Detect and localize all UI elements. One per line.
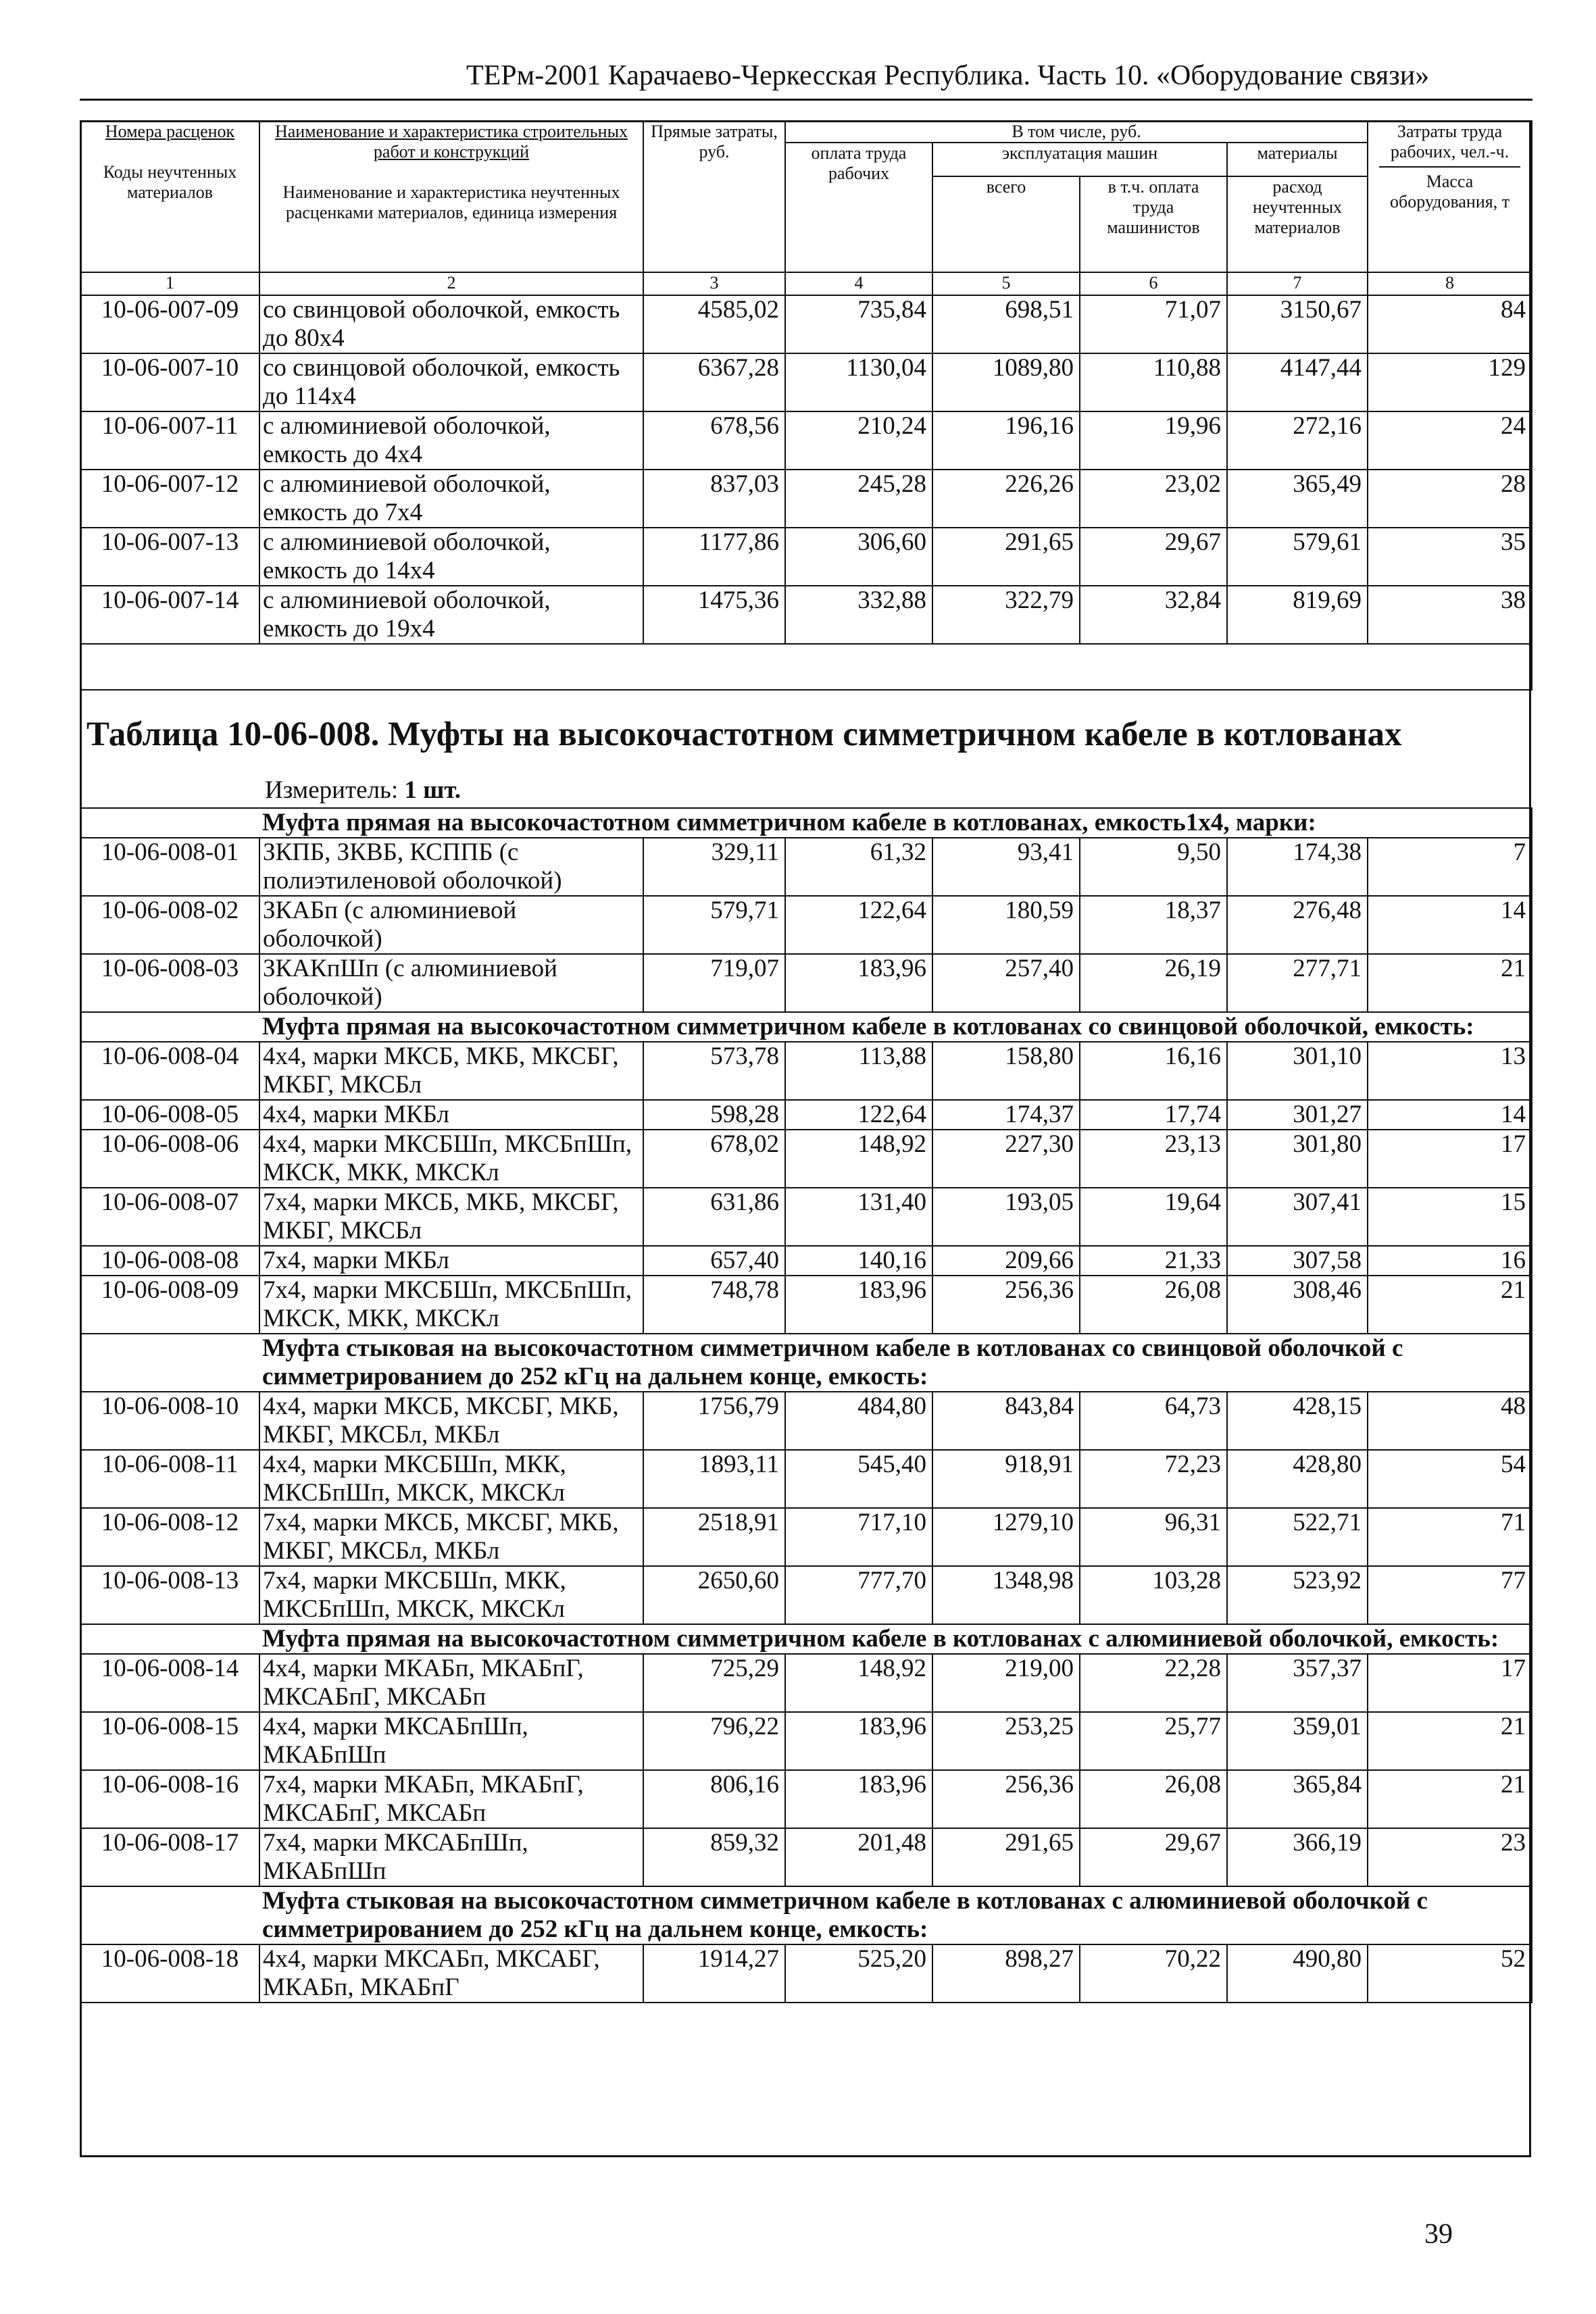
materials-cost: 301,10 (1227, 1042, 1368, 1100)
materials-cost: 359,01 (1227, 1712, 1368, 1770)
materials-cost: 276,48 (1227, 896, 1368, 954)
materials-cost: 366,19 (1227, 1828, 1368, 1886)
machines-total: 219,00 (932, 1654, 1080, 1712)
rate-code: 10-06-008-18 (80, 1944, 259, 2003)
group-header-spacer (80, 808, 259, 838)
materials-cost: 522,71 (1227, 1508, 1368, 1566)
machines-total: 256,36 (932, 1770, 1080, 1828)
labor-cost: 183,96 (785, 954, 932, 1012)
labor-hours: 52 (1368, 1944, 1532, 2003)
col7-header: расход неучтенных материалов (1227, 176, 1368, 272)
including-header: В том числе, руб. (785, 121, 1368, 143)
work-name: с алюминиевой оболочкой, емкость до 4х4 (259, 411, 643, 470)
page-header: ТЕРм-2001 Карачаево-Черкесская Республика. Часть 10. «Оборудование связи» (466, 60, 1430, 91)
direct-costs: 1177,86 (643, 528, 785, 586)
group-header-row (80, 1334, 1532, 1392)
materials-cost: 4147,44 (1227, 353, 1368, 411)
rate-code: 10-06-008-05 (80, 1100, 259, 1130)
labor-hours: 14 (1368, 1100, 1532, 1130)
materials-cost: 428,15 (1227, 1392, 1368, 1450)
labor-hours: 16 (1368, 1246, 1532, 1276)
direct-costs: 1914,27 (643, 1944, 785, 2003)
rate-code: 10-06-008-14 (80, 1654, 259, 1712)
labor-cost: 148,92 (785, 1654, 932, 1712)
labor-hours: 84 (1368, 295, 1532, 353)
work-name: 7х4, марки МКСБШп, МКСБпШп, МКСК, МКК, МКСКл (259, 1276, 643, 1334)
machines-total: 698,51 (932, 295, 1080, 353)
col2-top-label: Наименование и характеристика строительных работ и конструкций (274, 122, 628, 161)
col2-header (259, 121, 643, 272)
direct-costs: 2518,91 (643, 1508, 785, 1566)
materials-cost: 301,27 (1227, 1100, 1368, 1130)
labor-hours: 48 (1368, 1392, 1532, 1450)
rate-code: 10-06-008-02 (80, 896, 259, 954)
materials-cost: 579,61 (1227, 528, 1368, 586)
table-row (80, 353, 1532, 411)
table-row (80, 411, 1532, 470)
machinist-labor: 17,74 (1080, 1100, 1227, 1130)
labor-hours: 23 (1368, 1828, 1532, 1886)
rate-code: 10-06-008-01 (80, 838, 259, 896)
group-header-spacer (80, 1334, 259, 1392)
labor-cost: 332,88 (785, 586, 932, 644)
direct-costs: 859,32 (643, 1828, 785, 1886)
table-top (80, 120, 1532, 690)
machines-total: 257,40 (932, 954, 1080, 1012)
labor-cost: 545,40 (785, 1450, 932, 1508)
group-header-row (80, 1624, 1532, 1654)
col1-bottom-label: Коды неучтенных материалов (103, 162, 237, 202)
work-name: 4х4, марки МКСАБпШп, МКАБпШп (259, 1712, 643, 1770)
machines-total: 253,25 (932, 1712, 1080, 1770)
col1-header (80, 121, 259, 272)
work-name: с алюминиевой оболочкой, емкость до 14х4 (259, 528, 643, 586)
machines-total: 209,66 (932, 1246, 1080, 1276)
materials-cost: 428,80 (1227, 1450, 1368, 1508)
rate-code: 10-06-007-14 (80, 586, 259, 644)
direct-costs: 837,03 (643, 470, 785, 528)
labor-cost: 122,64 (785, 896, 932, 954)
labor-cost: 777,70 (785, 1566, 932, 1624)
labor-cost: 140,16 (785, 1246, 932, 1276)
rate-code: 10-06-008-03 (80, 954, 259, 1012)
table-row (80, 1100, 1532, 1130)
table-row (80, 838, 1532, 896)
table-row (80, 896, 1532, 954)
work-name: 4х4, марки МКСБШп, МКК, МКСБпШп, МКСК, МКСКл (259, 1450, 643, 1508)
table-main-body (80, 808, 1532, 2003)
page-number: 39 (1424, 2219, 1453, 2250)
materials-cost: 272,16 (1227, 411, 1368, 470)
table-row (80, 1944, 1532, 2003)
labor-cost: 183,96 (785, 1770, 932, 1828)
direct-costs: 796,22 (643, 1712, 785, 1770)
materials-cost: 365,84 (1227, 1770, 1368, 1828)
rate-code: 10-06-008-10 (80, 1392, 259, 1450)
machines-total: 918,91 (932, 1450, 1080, 1508)
labor-cost: 183,96 (785, 1276, 932, 1334)
materials-cost: 365,49 (1227, 470, 1368, 528)
labor-cost: 61,32 (785, 838, 932, 896)
column-number: 3 (643, 272, 785, 295)
machines-total: 174,37 (932, 1100, 1080, 1130)
machinist-labor: 103,28 (1080, 1566, 1227, 1624)
labor-hours: 24 (1368, 411, 1532, 470)
table-row (80, 1450, 1532, 1508)
rate-code: 10-06-007-13 (80, 528, 259, 586)
materials-cost: 308,46 (1227, 1276, 1368, 1334)
labor-cost: 210,24 (785, 411, 932, 470)
table-row (80, 586, 1532, 644)
col6-header: в т.ч. оплата труда машинистов (1080, 176, 1227, 272)
table-row (80, 528, 1532, 586)
measurer (265, 776, 461, 805)
machinist-labor: 64,73 (1080, 1392, 1227, 1450)
table-row (80, 1508, 1532, 1566)
table-row (80, 1654, 1532, 1712)
machinist-labor: 96,31 (1080, 1508, 1227, 1566)
rate-code: 10-06-008-12 (80, 1508, 259, 1566)
machinist-labor: 29,67 (1080, 1828, 1227, 1886)
direct-costs: 725,29 (643, 1654, 785, 1712)
machines-total: 322,79 (932, 586, 1080, 644)
work-name: 4х4, марки МКСАБп, МКСАБГ, МКАБп, МКАБпГ (259, 1944, 643, 2003)
col3-header: Прямые затраты, руб. (643, 121, 785, 272)
machinist-labor: 72,23 (1080, 1450, 1227, 1508)
labor-hours: 21 (1368, 1276, 1532, 1334)
work-name: 4х4, марки МКБл (259, 1100, 643, 1130)
table-header (80, 121, 1532, 295)
work-name: с алюминиевой оболочкой, емкость до 19х4 (259, 586, 643, 644)
col1-top-label: Номера расценок (105, 122, 235, 141)
labor-cost: 131,40 (785, 1188, 932, 1246)
direct-costs: 598,28 (643, 1100, 785, 1130)
labor-hours: 13 (1368, 1042, 1532, 1100)
rate-code: 10-06-007-12 (80, 470, 259, 528)
group-header-spacer (80, 1886, 259, 1944)
machinist-labor: 26,08 (1080, 1276, 1227, 1334)
machines-total: 1279,10 (932, 1508, 1080, 1566)
rate-code: 10-06-007-09 (80, 295, 259, 353)
machinist-labor: 71,07 (1080, 295, 1227, 353)
labor-hours: 14 (1368, 896, 1532, 954)
rate-code: 10-06-008-06 (80, 1130, 259, 1188)
work-name: 7х4, марки МКАБп, МКАБпГ, МКСАБпГ, МКСАБп (259, 1770, 643, 1828)
table-row (80, 1566, 1532, 1624)
labor-cost: 113,88 (785, 1042, 932, 1100)
rate-code: 10-06-008-07 (80, 1188, 259, 1246)
machinist-labor: 23,02 (1080, 470, 1227, 528)
column-number: 4 (785, 272, 932, 295)
group-title: Муфта стыковая на высокочастотном симметричном кабеле в котлованах с алюминиевой оболочкой с симметрированием до 252 кГц на дальнем конце, емкость: (259, 1886, 1532, 1944)
materials-header: материалы (1227, 143, 1368, 176)
work-name: 7х4, марки МКСАБпШп, МКАБпШп (259, 1828, 643, 1886)
machines-total: 1089,80 (932, 353, 1080, 411)
machines-total: 1348,98 (932, 1566, 1080, 1624)
labor-hours: 21 (1368, 1770, 1532, 1828)
labor-hours: 21 (1368, 1712, 1532, 1770)
direct-costs: 2650,60 (643, 1566, 785, 1624)
labor-cost: 245,28 (785, 470, 932, 528)
table-gap (80, 644, 1532, 690)
machines-total: 193,05 (932, 1188, 1080, 1246)
labor-cost: 183,96 (785, 1712, 932, 1770)
machinist-labor: 19,96 (1080, 411, 1227, 470)
work-name: со свинцовой оболочкой, емкость до 114х4 (259, 353, 643, 411)
table-row (80, 1770, 1532, 1828)
group-title: Муфта стыковая на высокочастотном симметричном кабеле в котлованах со свинцовой оболочкой с симметрированием до 252 кГц на дальнем конце, емкость: (259, 1334, 1532, 1392)
direct-costs: 631,86 (643, 1188, 785, 1246)
measurer-label: Измеритель: (265, 776, 399, 804)
machines-total: 180,59 (932, 896, 1080, 954)
machines-total: 227,30 (932, 1130, 1080, 1188)
group-title: Муфта прямая на высокочастотном симметричном кабеле в котлованах со свинцовой оболочкой, емкость: (259, 1012, 1532, 1042)
col5-header: всего (932, 176, 1080, 272)
labor-hours: 77 (1368, 1566, 1532, 1624)
group-header-row (80, 808, 1532, 838)
machinist-labor: 23,13 (1080, 1130, 1227, 1188)
rate-code: 10-06-007-11 (80, 411, 259, 470)
work-name: ЗКПБ, ЗКВБ, КСППБ (с полиэтиленовой оболочкой) (259, 838, 643, 896)
labor-cost: 717,10 (785, 1508, 932, 1566)
table-row (80, 1042, 1532, 1100)
labor-cost: 148,92 (785, 1130, 932, 1188)
work-name: 4х4, марки МКСБШп, МКСБпШп, МКСК, МКК, МКСКл (259, 1130, 643, 1188)
rate-code: 10-06-008-11 (80, 1450, 259, 1508)
work-name: 7х4, марки МКСБ, МКСБГ, МКБ, МКБГ, МКСБл, МКБл (259, 1508, 643, 1566)
work-name: 7х4, марки МКСБ, МКБ, МКСБГ, МКБГ, МКСБл (259, 1188, 643, 1246)
materials-cost: 3150,67 (1227, 295, 1368, 353)
table-row (80, 954, 1532, 1012)
rate-code: 10-06-008-13 (80, 1566, 259, 1624)
machinist-labor: 18,37 (1080, 896, 1227, 954)
column-number: 5 (932, 272, 1080, 295)
labor-hours: 21 (1368, 954, 1532, 1012)
work-name: 7х4, марки МКСБШп, МКК, МКСБпШп, МКСК, МКСКл (259, 1566, 643, 1624)
column-number: 8 (1368, 272, 1532, 295)
machines-total: 291,65 (932, 528, 1080, 586)
machinist-labor: 32,84 (1080, 586, 1227, 644)
work-name: с алюминиевой оболочкой, емкость до 7х4 (259, 470, 643, 528)
labor-cost: 122,64 (785, 1100, 932, 1130)
machines-total: 226,26 (932, 470, 1080, 528)
rate-code: 10-06-008-08 (80, 1246, 259, 1276)
labor-hours: 7 (1368, 838, 1532, 896)
group-header-spacer (80, 1624, 259, 1654)
labor-hours: 35 (1368, 528, 1532, 586)
column-number: 6 (1080, 272, 1227, 295)
materials-cost: 490,80 (1227, 1944, 1368, 2003)
machinist-labor: 21,33 (1080, 1246, 1227, 1276)
machinist-labor: 70,22 (1080, 1944, 1227, 2003)
table-row (80, 295, 1532, 353)
column-number: 1 (80, 272, 259, 295)
table-top-body (80, 295, 1532, 644)
rate-code: 10-06-008-04 (80, 1042, 259, 1100)
work-name: 7х4, марки МКБл (259, 1246, 643, 1276)
table-row (80, 470, 1532, 528)
header-rule (80, 99, 1532, 101)
materials-cost: 357,37 (1227, 1654, 1368, 1712)
labor-hours: 71 (1368, 1508, 1532, 1566)
table-row (80, 1712, 1532, 1770)
direct-costs: 579,71 (643, 896, 785, 954)
labor-hours: 17 (1368, 1130, 1532, 1188)
direct-costs: 329,11 (643, 838, 785, 896)
col2-bottom-label: Наименование и характеристика неучтенных расценками материалов, единица измерения (282, 182, 620, 222)
materials-cost: 307,58 (1227, 1246, 1368, 1276)
table-row (80, 1276, 1532, 1334)
machines-header: эксплуатация машин (932, 143, 1227, 176)
column-numbers-row (80, 272, 1532, 295)
column-number: 2 (259, 272, 643, 295)
machines-total: 843,84 (932, 1392, 1080, 1450)
table-row (80, 1828, 1532, 1886)
col8-top-label: Затраты труда рабочих, чел.-ч. (1390, 122, 1510, 161)
group-header-spacer (80, 1012, 259, 1042)
labor-hours: 129 (1368, 353, 1532, 411)
labor-hours: 15 (1368, 1188, 1532, 1246)
machines-total: 93,41 (932, 838, 1080, 896)
labor-cost: 201,48 (785, 1828, 932, 1886)
labor-cost: 484,80 (785, 1392, 932, 1450)
table-main (80, 807, 1532, 2003)
machinist-labor: 19,64 (1080, 1188, 1227, 1246)
work-name: 4х4, марки МКСБ, МКБ, МКСБГ, МКБГ, МКСБл (259, 1042, 643, 1100)
work-name: ЗКАБп (с алюминиевой оболочкой) (259, 896, 643, 954)
measurer-value: 1 шт. (404, 776, 462, 804)
machinist-labor: 110,88 (1080, 353, 1227, 411)
direct-costs: 1893,11 (643, 1450, 785, 1508)
work-name: со свинцовой оболочкой, емкость до 80х4 (259, 295, 643, 353)
materials-cost: 301,80 (1227, 1130, 1368, 1188)
table-row (80, 1188, 1532, 1246)
direct-costs: 1756,79 (643, 1392, 785, 1450)
labor-cost: 525,20 (785, 1944, 932, 2003)
group-title: Муфта прямая на высокочастотном симметричном кабеле в котлованах, емкость1х4, марки: (259, 808, 1532, 838)
direct-costs: 4585,02 (643, 295, 785, 353)
work-name: 4х4, марки МКСБ, МКСБГ, МКБ, МКБГ, МКСБл, МКБл (259, 1392, 643, 1450)
machinist-labor: 9,50 (1080, 838, 1227, 896)
materials-cost: 174,38 (1227, 838, 1368, 896)
materials-cost: 307,41 (1227, 1188, 1368, 1246)
group-header-row (80, 1012, 1532, 1042)
table-row (80, 1246, 1532, 1276)
materials-cost: 523,92 (1227, 1566, 1368, 1624)
table-row (80, 1130, 1532, 1188)
work-name: 4х4, марки МКАБп, МКАБпГ, МКСАБпГ, МКСАБп (259, 1654, 643, 1712)
labor-cost: 1130,04 (785, 353, 932, 411)
machines-total: 196,16 (932, 411, 1080, 470)
machinist-labor: 25,77 (1080, 1712, 1227, 1770)
rate-code: 10-06-007-10 (80, 353, 259, 411)
machinist-labor: 29,67 (1080, 528, 1227, 586)
direct-costs: 806,16 (643, 1770, 785, 1828)
rate-code: 10-06-008-17 (80, 1828, 259, 1886)
direct-costs: 719,07 (643, 954, 785, 1012)
direct-costs: 678,02 (643, 1130, 785, 1188)
machinist-labor: 26,19 (1080, 954, 1227, 1012)
col8-bottom-label: Масса оборудования, т (1389, 172, 1510, 211)
labor-hours: 28 (1368, 470, 1532, 528)
labor-cost: 735,84 (785, 295, 932, 353)
machines-total: 158,80 (932, 1042, 1080, 1100)
direct-costs: 1475,36 (643, 586, 785, 644)
rate-code: 10-06-008-09 (80, 1276, 259, 1334)
machines-total: 256,36 (932, 1276, 1080, 1334)
labor-hours: 17 (1368, 1654, 1532, 1712)
labor-hours: 38 (1368, 586, 1532, 644)
table-title: Таблица 10-06-008. Муфты на высокочастотном симметричном кабеле в котлованах (86, 715, 1402, 753)
col8-header (1368, 121, 1532, 272)
labor-cost: 306,60 (785, 528, 932, 586)
rate-code: 10-06-008-16 (80, 1770, 259, 1828)
direct-costs: 657,40 (643, 1246, 785, 1276)
col4-header: оплата труда рабочих (785, 143, 932, 272)
machinist-labor: 26,08 (1080, 1770, 1227, 1828)
group-title: Муфта прямая на высокочастотном симметричном кабеле в котлованах с алюминиевой оболочкой, емкость: (259, 1624, 1532, 1654)
materials-cost: 819,69 (1227, 586, 1368, 644)
machines-total: 291,65 (932, 1828, 1080, 1886)
work-name: ЗКАКпШп (с алюминиевой оболочкой) (259, 954, 643, 1012)
table-row (80, 1392, 1532, 1450)
direct-costs: 6367,28 (643, 353, 785, 411)
direct-costs: 678,56 (643, 411, 785, 470)
machines-total: 898,27 (932, 1944, 1080, 2003)
machinist-labor: 22,28 (1080, 1654, 1227, 1712)
direct-costs: 748,78 (643, 1276, 785, 1334)
column-number: 7 (1227, 272, 1368, 295)
materials-cost: 277,71 (1227, 954, 1368, 1012)
machinist-labor: 16,16 (1080, 1042, 1227, 1100)
rate-code: 10-06-008-15 (80, 1712, 259, 1770)
direct-costs: 573,78 (643, 1042, 785, 1100)
group-header-row (80, 1886, 1532, 1944)
labor-hours: 54 (1368, 1450, 1532, 1508)
